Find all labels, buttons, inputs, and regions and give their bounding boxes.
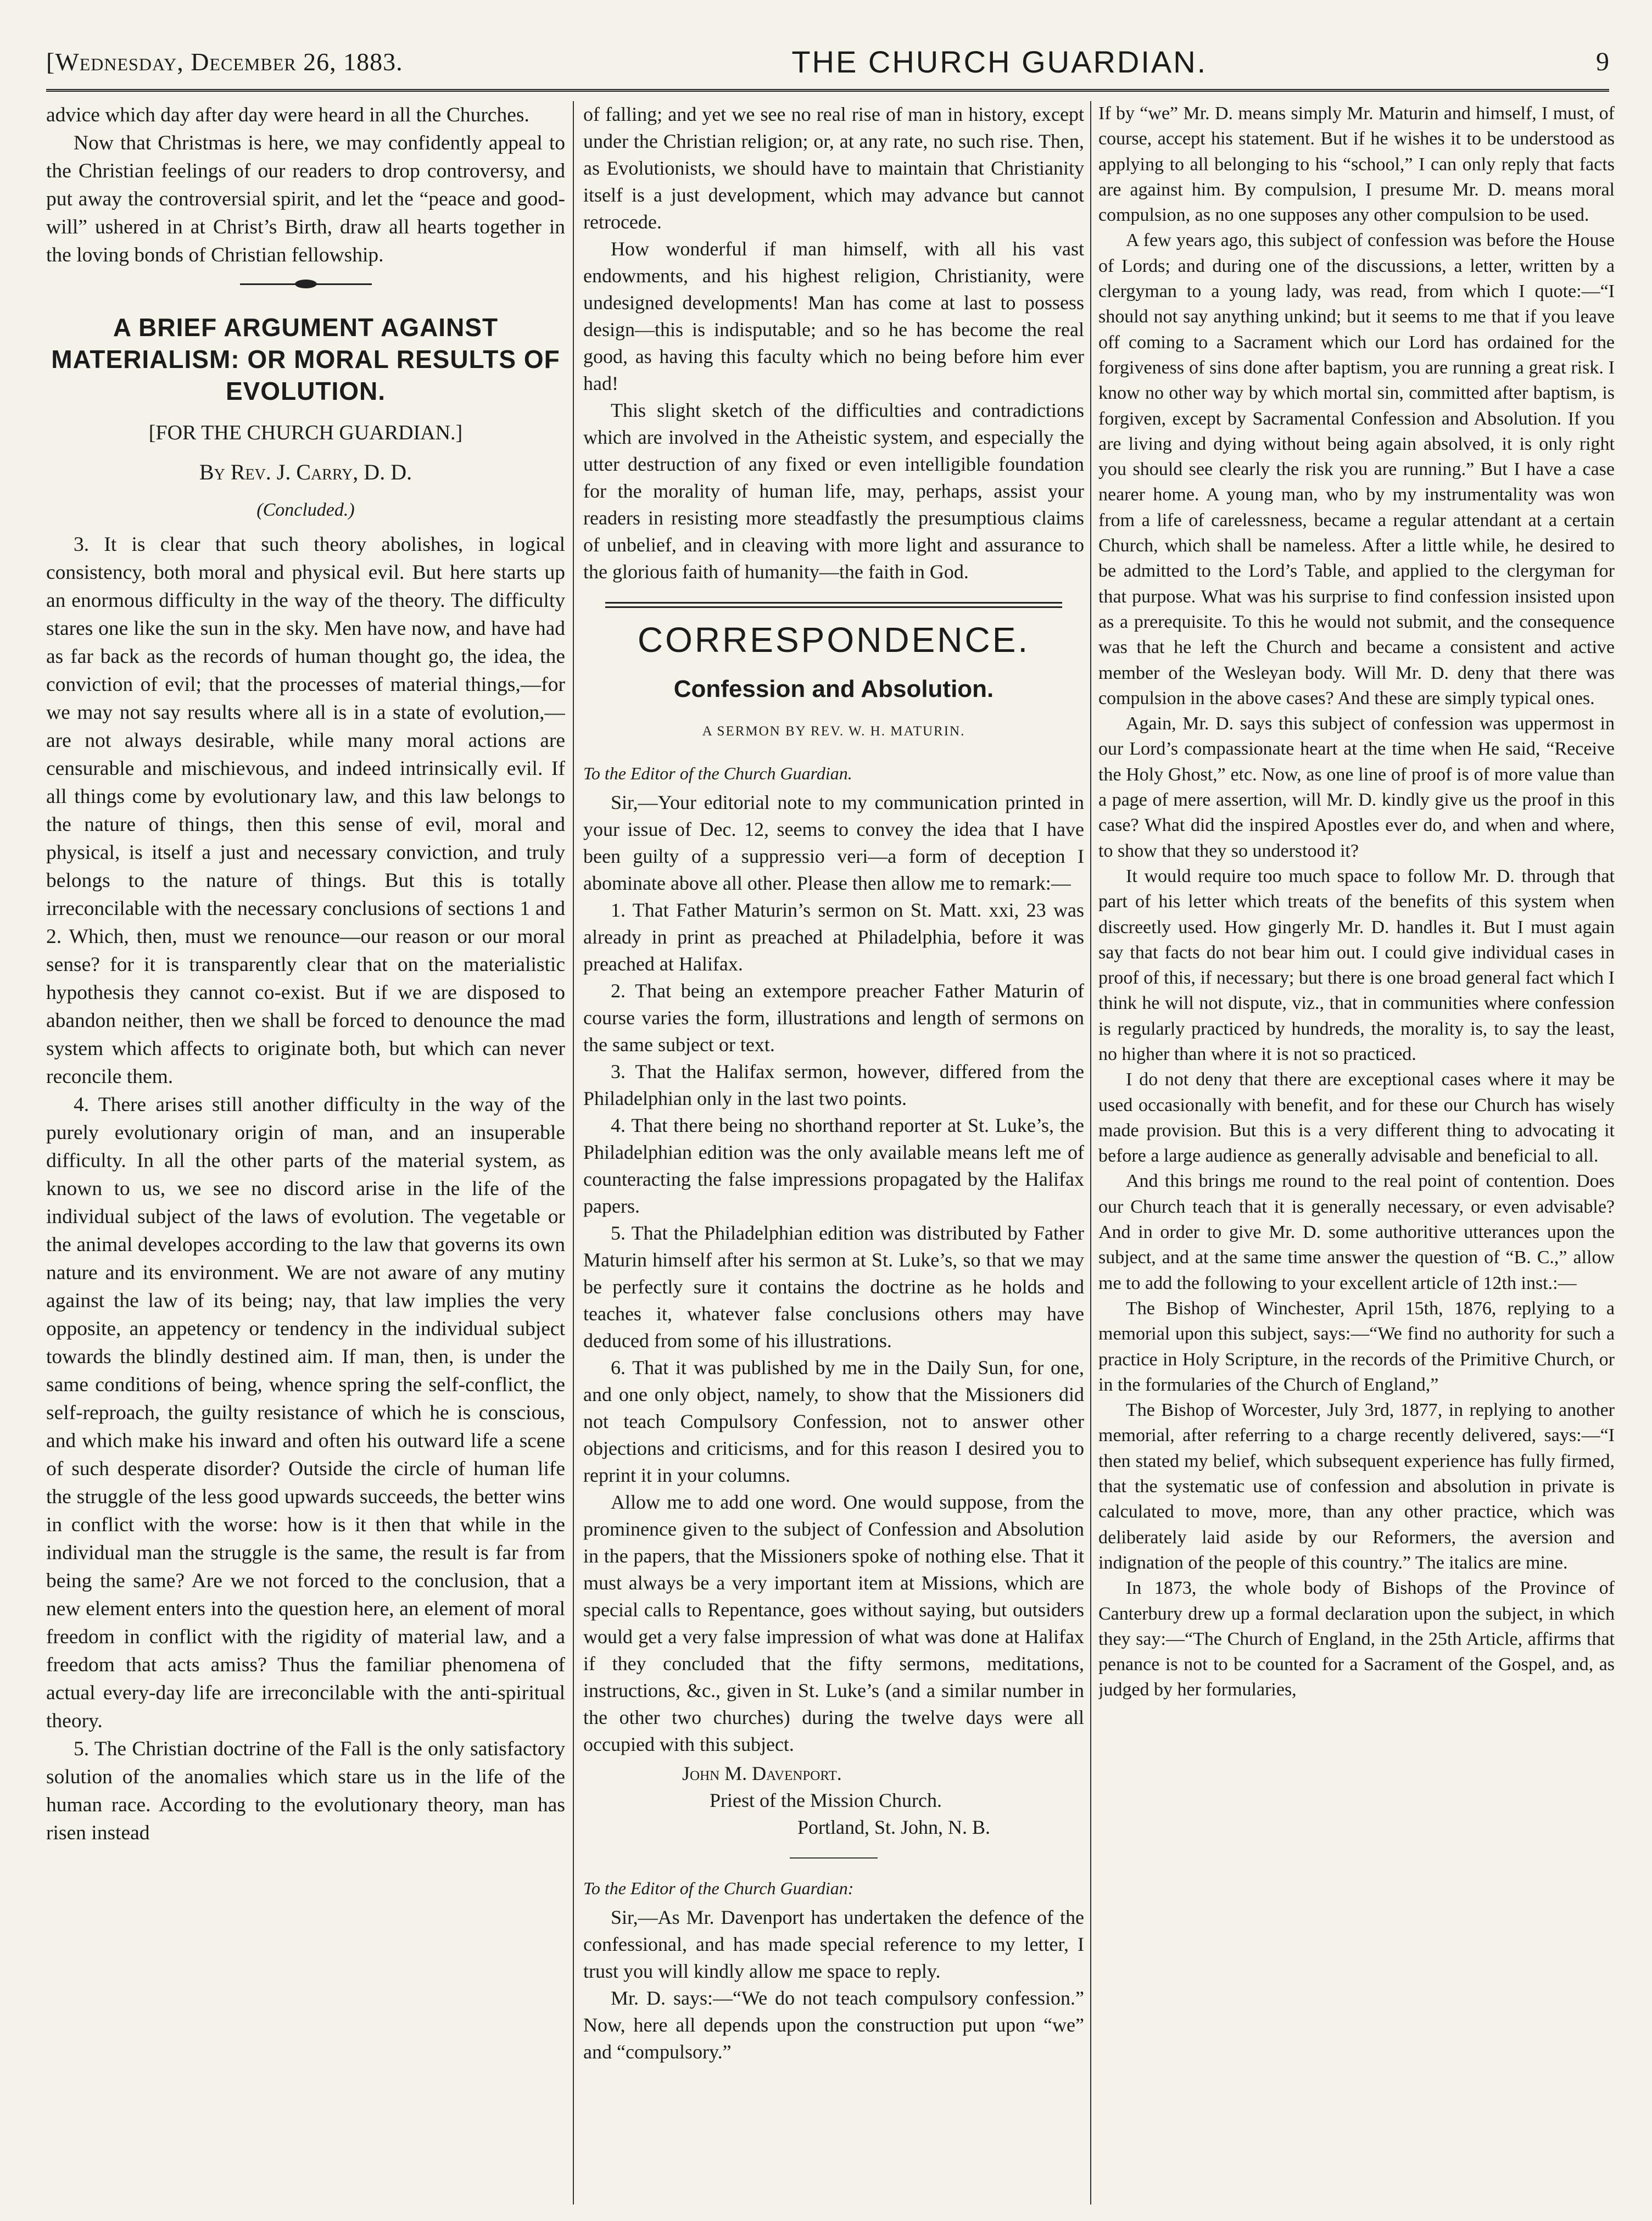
issue-date: [Wednesday, December 26, 1883. <box>46 47 403 76</box>
article-subtitle: A SERMON BY REV. W. H. MATURIN. <box>702 724 965 739</box>
section-heading: CORRESPONDENCE. <box>637 620 1030 660</box>
column-rule <box>573 101 574 2205</box>
article-headline: A BRIEF ARGUMENT AGAINST MATERIALISM: OR MORAL RESULTS OF EVOLUTION. <box>51 313 560 405</box>
paragraph: 6. That it was published by me in the Daily Sun, for one, and one only object, namely, to show that the Missioners did not teach Compulsory Confession, not to answer other objections and criticisms, and for this reason I desired you to reprint it in your columns. <box>583 1357 1084 1486</box>
page-number: 9 <box>1595 47 1609 76</box>
paragraph: The Bishop of Worcester, July 3rd, 1877, in replying to another memorial, after referring to a charge recently delivered, says:—“I then stated my belief, which subsequent experience has fully firmed, that the systematic use of confession and absolution in private is calculated to move, more, than any other practice, which was deliberately laid aside by our Reformers, the aversion and indignation of the people of this country.” The italics are mine. <box>1098 1400 1615 1573</box>
paragraph: The Bishop of Winchester, April 15th, 1876, replying to a memorial upon this subject, says:—“We find no authority for such a practice in Holy Scripture, in the records of the Primitive Church, or in the formularies of the Church of England,” <box>1098 1298 1615 1395</box>
column-1 <box>46 101 565 2205</box>
article-headline: Confession and Absolution. <box>673 676 994 702</box>
paragraph: How wonderful if man himself, with all his vast endowments, and his highest religion, Christianity, were undesigned developments! Man has come at last to possess design—this is indisputable; and so he has become the real good, as having this faculty which no being before him ever had! <box>583 238 1084 394</box>
paragraph: 1. That Father Maturin’s sermon on St. Matt. xxi, 23 was already in print as preached at Philadelphia, before it was preached at Halifax. <box>583 899 1084 975</box>
letter-salutation: To the Editor of the Church Guardian: <box>583 1878 854 1898</box>
letter-salutation: To the Editor of the Church Guardian. <box>583 763 852 783</box>
column-2 <box>583 101 1084 2205</box>
column-3 <box>1098 101 1615 2205</box>
paragraph: And this brings me round to the real point of contention. Does our Church teach that it is generally necessary, or even advisable? And in order to give Mr. D. some authoritive utterances upon the subject, and at the same time answer the question of “B. C.,” allow me to add the following to your excellent article of 12th inst.:— <box>1098 1171 1615 1293</box>
paragraph: 4. That there being no shorthand reporter at St. Luke’s, the Philadelphian edition was the only available means left me of counteracting the false impressions propagated by the Halifax papers. <box>583 1114 1084 1217</box>
continuation-note: (Concluded.) <box>256 500 355 520</box>
letter-signature <box>583 1760 1084 1841</box>
paragraph: 3. That the Halifax sermon, however, differed from the Philadelphian only in the last two points. <box>583 1061 1084 1109</box>
paragraph: advice which day after day were heard in all the Churches. <box>46 104 529 126</box>
divider <box>790 1857 878 1859</box>
paragraph: A few years ago, this subject of confession was before the House of Lords; and during one of the discussions, a letter, written by a clergyman to a young lady, was read, from which I quote:—“I should not say anything unkind; but it seems to me that if you leave off coming to a Sacrament which our Lord has ordained for the forgiveness of sins done after baptism, you are running a great risk. I know no other way by which mortal sin, committed after baptism, is forgiven, except by Sacramental Confession and Absolution. If you are living and dying without being again absolved, it is only right you should see clearly the risk you are running.” But I have a case nearer home. A young man, who by my instrumentality was won from a life of carelessness, became a regular attendant at a certain Church, which shall be nameless. After a little while, he desired to be admitted to the Lord’s Table, and applied to the clergyman for that purpose. What was his surprise to find confession insisted upon as a prerequisite. To this he would not submit, and the consequence was that he left the Church and became a consistent and active member of the Wesleyan body. Will Mr. D. deny that there was compulsion in the above cases? And these are simply typical ones. <box>1098 230 1615 708</box>
signature-name: John M. Davenport. <box>682 1762 842 1784</box>
paragraph: I do not deny that there are exceptional cases where it may be used occasionally with benefit, and for these our Church has wisely made provision. But this is a very different thing to advocating it before a large audience as generally advisable and beneficial to all. <box>1098 1069 1615 1167</box>
column-rule <box>1090 101 1091 2205</box>
masthead <box>46 34 1609 92</box>
paragraph: If by “we” Mr. D. means simply Mr. Maturin and himself, I must, of course, accept his statement. But if he wishes it to be understood as applying to all belonging to his “school,” I can only reply that facts are against him. By compulsion, I presume Mr. D. means moral compulsion, as no one supposes any other compulsion to be used. <box>1098 103 1615 226</box>
paragraph: Now that Christmas is here, we may confidently appeal to the Christian feelings of our readers to drop controversy, and put away the controversial spirit, and let the “peace and good-will” ushered in at Christ’s Birth, draw all hearts together in the loving bonds of Christian fellowship. <box>46 132 565 266</box>
paragraph: of falling; and yet we see no real rise of man in history, except under the Christian religion; or, at any rate, no such rise. Then, as Evolutionists, we should have to maintain that Christianity itself is a just development, which may advance but cannot retrocede. <box>583 103 1084 233</box>
paragraph: Allow me to add one word. One would suppose, from the prominence given to the subject of Confession and Absolution in the papers, that the Missioners spoke of nothing else. That it must always be a very important item at Missions, which are special calls to Repentance, goes without saying, but outsiders would get a very false impression of what was done at Halifax if they concluded that the fifty sermons, meditations, instructions, &c., given in St. Luke’s (and a similar number in the other two churches) during the twelve days were all occupied with this subject. <box>583 1491 1084 1755</box>
paragraph: 5. The Christian doctrine of the Fall is the only satisfactory solution of the anomalies which stare us in the life of the human race. According to the evolutionary theory, man has risen instead <box>46 1738 565 1844</box>
ornament-divider <box>240 283 372 289</box>
paragraph: 5. That the Philadelphian edition was distributed by Father Maturin himself after his sermon at St. Luke’s, so that we may be perfectly sure it contains the doctrine as he holds and teaches it, whatever false conclusions others may have deduced from some of his illustrations. <box>583 1222 1084 1352</box>
paragraph: This slight sketch of the difficulties and contradictions which are involved in the Atheistic system, and especially the utter destruction of any fixed or even intelligible foundation for the morality of human life, may, perhaps, assist your readers in resisting more steadfastly the presumptious claims of unbelief, and in cleaving with more light and assurance to the glorious faith of humanity—the faith in God. <box>583 399 1084 583</box>
byline: By Rev. J. Carry, D. D. <box>199 460 412 484</box>
paragraph: In 1873, the whole body of Bishops of the Province of Canterbury drew up a formal declaration upon the subject, in which they say:—“The Church of England, in the 25th Article, affirms that penance is not to be counted for a Sacrament of the Gospel, and, as judged by her formularies, <box>1098 1578 1615 1700</box>
section-divider <box>605 602 1062 608</box>
paragraph: It would require too much space to follow Mr. D. through that part of his letter which treats of the benefits of this system when discreetly used. How gingerly Mr. D. handles it. But I must again say that facts do not bear him out. I could give individual cases in proof of this, if necessary; but there is one broad general fact which I think he will not dispute, viz., that in communities where confession is regularly practiced by hundreds, the morality is, to say the least, no higher than where it is not so practiced. <box>1098 866 1615 1064</box>
paragraph: Again, Mr. D. says this subject of confession was uppermost in our Lord’s compassionate heart at the time when He said, “Receive the Holy Ghost,” etc. Now, as one line of proof is of more value than a page of mere assertion, will Mr. D. kindly give us the proof in this case? What did the inspired Apostles ever do, and when and where, to show that they so understood it? <box>1098 713 1615 861</box>
newspaper-title: THE CHURCH GUARDIAN. <box>791 44 1208 79</box>
paragraph: Sir,—Your editorial note to my communication printed in your issue of Dec. 12, seems to convey the idea that I have been guilty of a suppressio veri—a form of deception I abominate above all other. Please then allow me to remark:— <box>583 791 1084 894</box>
paragraph: 4. There arises still another difficulty in the way of the purely evolutionary origin of man, and an insuperable difficulty. In all the other parts of the material system, as known to us, we see no discord arise in the life of the individual subject of the laws of evolution. The vegetable or the animal developes according to the law that governs its own nature and its environment. We are not aware of any mutiny against the law of its being; nay, that law implies the very opposite, an appetency or tendency in the individual subject towards the blindly destined aim. If man, then, is under the same conditions of being, whence spring the self-conflict, the self-reproach, the guilty resistance of which he is conscious, and which make his inward and often his outward life a scene of such desperate disorder? Outside the circle of human life the struggle of the less good upwards succeeds, the better wins in conflict with the worse: how is it then that while in the individual man the struggle is the same, the result is far from being the same? Are we not forced to the conclusion, that a new element enters into the question here, an element of moral freedom in conflict with the rigidity of material law, and a freedom that acts amiss? Thus the familiar phenomena of actual every-day life are irreconcilable with the anti-spiritual theory. <box>46 1093 565 1732</box>
signature-title: Priest of the Mission Church. <box>710 1789 942 1811</box>
source-line: [FOR THE CHURCH GUARDIAN.] <box>148 421 463 444</box>
paragraph: Sir,—As Mr. Davenport has undertaken the defence of the confessional, and has made special reference to my letter, I trust you will kindly allow me space to reply. <box>583 1906 1084 1982</box>
paragraph: 3. It is clear that such theory abolishes, in logical consistency, both moral and physical evil. But here starts up an enormous difficulty in the way of the theory. The difficulty stares one like the sun in the sky. Men have now, and have had as far back as the records of human thought go, the idea, the conviction of evil; that the processes of material things,—for we may not say results where all is in a state of evolution,—are not always desirable, while many moral actions are censurable and mischievous, and indeed intrinsically evil. If all things come by evolutionary law, and this law belongs to the nature of things, then this sense of evil, moral and physical, is itself a just and necessary conviction, and truly belongs to the nature of things. But this is totally irreconcilable with the necessary conclusions of sections 1 and 2. Which, then, must we renounce—our reason or our moral sense? for it is transparently clear that on the materialistic hypothesis they cannot co-exist. But if we are disposed to abandon neither, then we shall be forced to denounce the mad system which affects to originate both, but which can never reconcile them. <box>46 533 565 1088</box>
signature-place: Portland, St. John, N. B. <box>797 1816 991 1838</box>
paragraph: 2. That being an extempore preacher Father Maturin of course varies the form, illustrations and length of sermons on the same subject or text. <box>583 980 1084 1056</box>
paragraph: Mr. D. says:—“We do not teach compulsory confession.” Now, here all depends upon the construction put upon “we” and “compulsory.” <box>583 1987 1084 2063</box>
